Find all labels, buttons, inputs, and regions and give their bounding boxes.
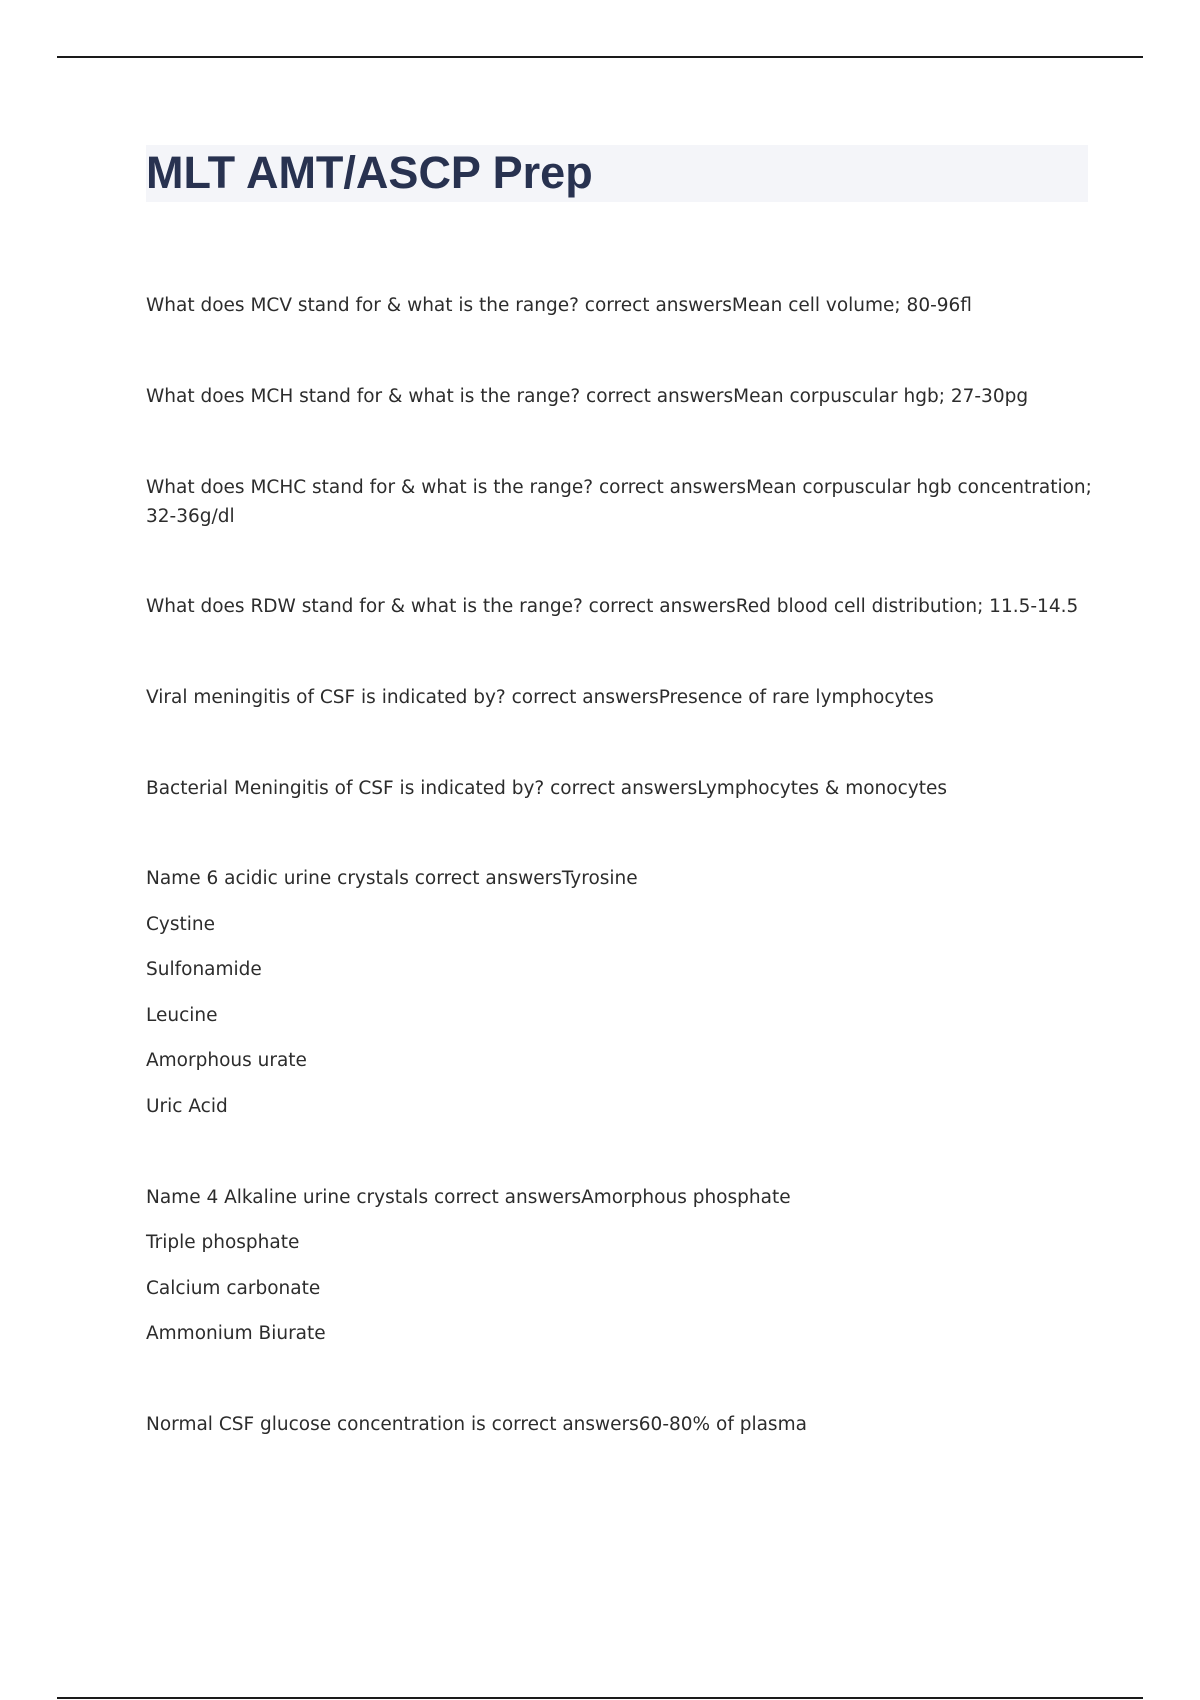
list-item: Sulfonamide xyxy=(146,959,262,980)
list-item: Ammonium Biurate xyxy=(146,1323,326,1344)
qa-bacterial-meningitis: Bacterial Meningitis of CSF is indicated by? correct answersLymphocytes & monocytes xyxy=(146,778,947,799)
list-item: Leucine xyxy=(146,1005,218,1026)
list-item: Triple phosphate xyxy=(146,1232,300,1253)
document-title: MLT AMT/ASCP Prep xyxy=(146,147,593,198)
qa-csf-glucose: Normal CSF glucose concentration is correct answers60-80% of plasma xyxy=(146,1414,807,1435)
list-item: Calcium carbonate xyxy=(146,1278,321,1299)
qa-mchc-line-1: What does MCHC stand for & what is the range? correct answersMean corpuscular hgb concentration; xyxy=(146,477,1092,498)
qa-viral-meningitis: Viral meningitis of CSF is indicated by? correct answersPresence of rare lymphocytes xyxy=(146,687,934,708)
list-item: Amorphous urate xyxy=(146,1050,307,1071)
qa-mchc-line-2: 32-36g/dl xyxy=(146,506,235,527)
qa-mch: What does MCH stand for & what is the range? correct answersMean corpuscular hgb; 27-30pg xyxy=(146,386,1029,407)
list-item: Cystine xyxy=(146,914,216,935)
qa-acidic-crystals: Name 6 acidic urine crystals correct answersTyrosine xyxy=(146,868,638,889)
qa-mcv: What does MCV stand for & what is the range? correct answersMean cell volume; 80-96fl xyxy=(146,295,972,316)
qa-rdw: What does RDW stand for & what is the range? correct answersRed blood cell distribution; 11.5-14.5 xyxy=(146,596,1079,617)
list-item: Uric Acid xyxy=(146,1096,228,1117)
bottom-rule xyxy=(57,1697,1143,1699)
qa-alkaline-crystals: Name 4 Alkaline urine crystals correct answersAmorphous phosphate xyxy=(146,1187,791,1208)
top-rule xyxy=(57,56,1143,58)
